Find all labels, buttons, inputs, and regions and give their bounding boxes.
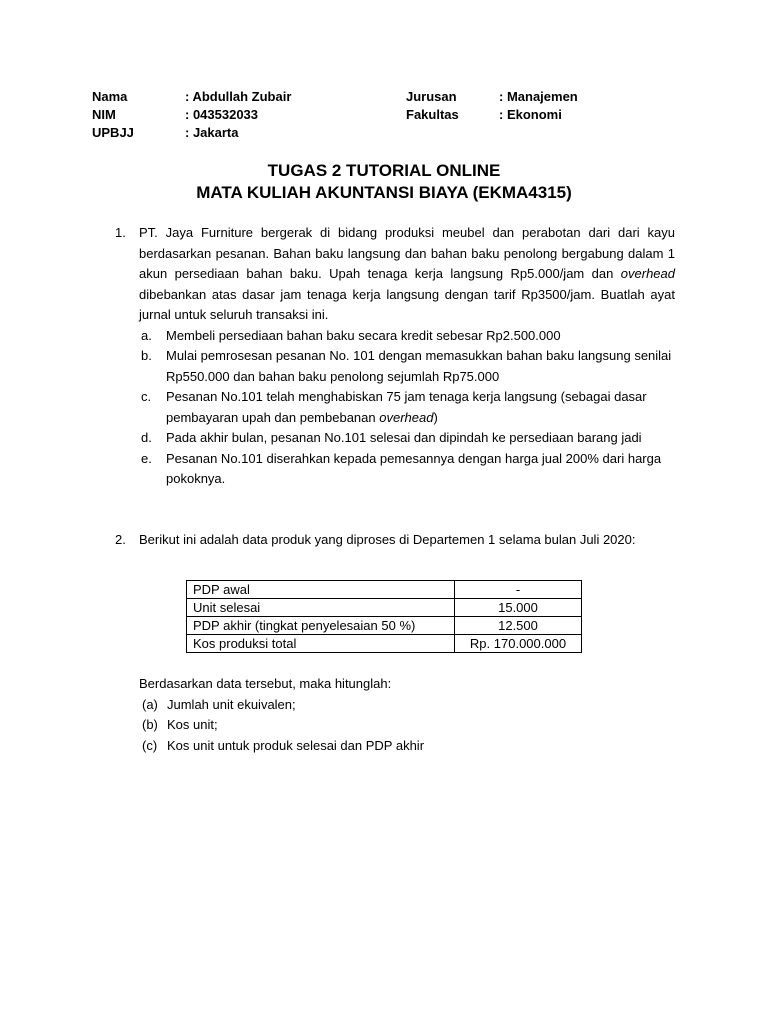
list-item bbox=[139, 346, 675, 387]
student-identity bbox=[92, 88, 692, 142]
production-data-table bbox=[186, 580, 582, 653]
item-letter: c. bbox=[141, 389, 152, 404]
item-letter: (a) bbox=[142, 696, 158, 712]
list-item bbox=[139, 449, 675, 490]
question-number: 1. bbox=[115, 225, 126, 240]
table-cell-label: PDP awal bbox=[187, 581, 455, 599]
item-text: Kos unit untuk produk selesai dan PDP akhir bbox=[167, 737, 425, 753]
list-item bbox=[139, 695, 424, 716]
table-row bbox=[187, 599, 582, 617]
title-line-2: MATA KULIAH AKUNTANSI BIAYA (EKMA4315) bbox=[196, 183, 572, 202]
item-text: Membeli persediaan bahan baku secara kredit sebesar Rp2.500.000 bbox=[166, 327, 561, 343]
list-item bbox=[139, 715, 424, 736]
title-line-1: TUGAS 2 TUTORIAL ONLINE bbox=[267, 161, 501, 180]
item-letter: a. bbox=[141, 327, 152, 343]
item-letter: (b) bbox=[142, 717, 158, 732]
identity-row bbox=[92, 88, 692, 106]
table-cell-value: - bbox=[455, 581, 582, 599]
table-row bbox=[187, 617, 582, 635]
table-cell-value: 15.000 bbox=[455, 599, 582, 617]
list-item bbox=[139, 326, 675, 347]
question-text-italic: overhead bbox=[620, 266, 675, 281]
identity-label: Fakultas bbox=[406, 107, 459, 122]
table-row bbox=[187, 581, 582, 599]
item-letter: e. bbox=[141, 450, 152, 466]
list-item bbox=[139, 736, 424, 757]
question-2-tasks bbox=[139, 674, 424, 756]
identity-label: Nama bbox=[92, 89, 128, 104]
question-text-part: PT. Jaya Furniture bergerak di bidang produksi meubel dan perabotan dari dari kayu berdasarkan pesanan. Bahan baku langsung dan bahan baku penolong bergabung dalam 1 akun persediaan bahan baku. Upah tenaga kerja langsung Rp5.000/jam dan bbox=[139, 225, 675, 281]
identity-row bbox=[92, 124, 692, 142]
identity-value: : Jakarta bbox=[185, 125, 239, 140]
item-letter: d. bbox=[141, 430, 152, 445]
identity-label: UPBJJ bbox=[92, 125, 134, 140]
question-text: Berikut ini adalah data produk yang diproses di Departemen 1 selama bulan Juli 2020: bbox=[139, 532, 636, 547]
item-text: Pesanan No.101 telah menghabiskan 75 jam tenaga kerja langsung (sebagai dasar pembayaran upah dan pembebanan bbox=[166, 389, 647, 425]
item-text: Mulai pemrosesan pesanan No. 101 dengan memasukkan bahan baku langsung senilai Rp550.000 dan bahan baku penolong sejumlah Rp75.000 bbox=[166, 348, 672, 384]
item-text: Kos unit; bbox=[167, 717, 218, 732]
question-2 bbox=[115, 530, 675, 551]
table-row bbox=[187, 635, 582, 653]
item-text: Pesanan No.101 diserahkan kepada pemesannya dengan harga jual 200% dari harga pokoknya. bbox=[166, 450, 662, 486]
identity-label: Jurusan bbox=[406, 89, 457, 104]
question-text bbox=[139, 223, 675, 326]
item-letter: (c) bbox=[142, 737, 158, 753]
identity-value: : Ekonomi bbox=[499, 107, 562, 122]
item-text: Pada akhir bulan, pesanan No.101 selesai dan dipindah ke persediaan barang jadi bbox=[166, 430, 642, 445]
document-title bbox=[0, 160, 768, 204]
table-cell-value: Rp. 170.000.000 bbox=[455, 635, 582, 653]
identity-value: : Manajemen bbox=[499, 89, 578, 104]
identity-value: : Abdullah Zubair bbox=[185, 89, 292, 104]
item-text: ) bbox=[433, 409, 438, 425]
identity-value: : 043532033 bbox=[185, 107, 259, 122]
table-cell-label: Kos produksi total bbox=[187, 635, 455, 653]
item-text-italic: overhead bbox=[379, 409, 434, 425]
table-cell-label: Unit selesai bbox=[187, 599, 455, 617]
question-body bbox=[139, 223, 675, 490]
question-1 bbox=[115, 223, 675, 490]
table-cell-label: PDP akhir (tingkat penyelesaian 50 %) bbox=[187, 617, 455, 635]
item-text: Jumlah unit ekuivalen; bbox=[167, 696, 296, 712]
table-cell-value: 12.500 bbox=[455, 617, 582, 635]
list-item bbox=[139, 428, 675, 449]
tasks-intro: Berdasarkan data tersebut, maka hitunglah: bbox=[139, 676, 392, 691]
list-item bbox=[139, 387, 675, 428]
question-number: 2. bbox=[115, 532, 126, 547]
question-text-part: dibebankan atas dasar jam tenaga kerja langsung dengan tarif Rp3500/jam. Buatlah ayat jurnal untuk seluruh transaksi ini. bbox=[139, 286, 675, 322]
identity-label: NIM bbox=[92, 107, 116, 122]
identity-row bbox=[92, 106, 692, 124]
item-letter: b. bbox=[141, 348, 152, 363]
